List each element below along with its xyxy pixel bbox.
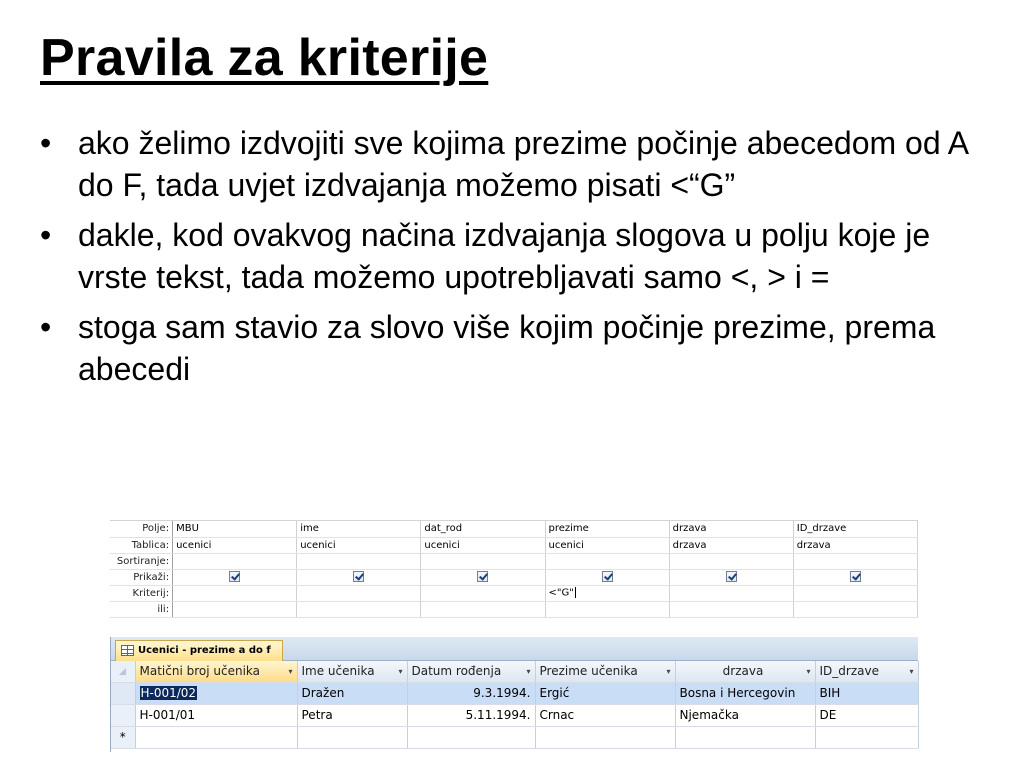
table-row[interactable] [111, 704, 918, 726]
or-cell[interactable] [173, 601, 297, 617]
or-cell[interactable] [421, 601, 545, 617]
column-header[interactable]: Datum rođenja ▾ [407, 661, 535, 682]
row-label-criteria: Kriterij: [110, 585, 173, 601]
table-cell[interactable]: Bosna i Hercegovin [675, 682, 815, 704]
dropdown-arrow-icon[interactable]: ▾ [666, 667, 671, 677]
criteria-row [110, 585, 918, 601]
bullet-text: dakle, kod ovakvog načina izdvajanja slogova u polju koje je vrste tekst, tada možemo upotrebljavati samo <, > i = [78, 217, 931, 295]
row-label-table: Tablica: [110, 537, 173, 553]
column-header[interactable]: Matični broj učenika ▾ [135, 661, 297, 682]
field-row [110, 521, 918, 537]
or-cell[interactable] [297, 601, 421, 617]
or-cell[interactable] [545, 601, 669, 617]
sort-cell[interactable] [297, 553, 421, 569]
bullet-text: stoga sam stavio za slovo više kojim počinje prezime, prema abecedi [78, 309, 936, 387]
table-cell[interactable]: Dražen [297, 682, 407, 704]
query-table-icon [121, 645, 134, 656]
sort-cell[interactable] [173, 553, 297, 569]
sort-row [110, 553, 918, 569]
show-cell [297, 569, 421, 585]
text-caret [575, 587, 576, 598]
new-record-marker: * [111, 726, 135, 748]
dropdown-arrow-icon[interactable]: ▾ [526, 667, 531, 677]
field-cell[interactable]: dat_rod [421, 521, 545, 537]
dropdown-arrow-icon[interactable]: ▾ [909, 667, 914, 677]
table-cell[interactable]: BIH [815, 682, 918, 704]
table-cell[interactable]: drzava [793, 537, 917, 553]
field-cell[interactable]: MBU [173, 521, 297, 537]
table-cell[interactable]: H-001/01 [135, 704, 297, 726]
column-header[interactable]: drzava ▾ [675, 661, 815, 682]
row-label-field: Polje: [110, 521, 173, 537]
criteria-text: <"G" [548, 587, 574, 599]
field-cell[interactable]: ime [297, 521, 421, 537]
new-record-row[interactable] [111, 726, 918, 748]
column-header[interactable]: ID_drzave ▾ [815, 661, 918, 682]
or-cell[interactable] [793, 601, 917, 617]
criteria-cell-prezime[interactable] [545, 585, 669, 601]
field-cell[interactable]: ID_drzave [793, 521, 917, 537]
table-cell[interactable]: ucenici [297, 537, 421, 553]
selected-cell-text: H-001/02 [140, 686, 197, 700]
header-row [111, 661, 918, 682]
dropdown-arrow-icon[interactable]: ▾ [806, 667, 811, 677]
show-checkbox[interactable] [726, 571, 737, 582]
column-header[interactable]: Prezime učenika ▾ [535, 661, 675, 682]
bullet-dot-icon: • [40, 125, 52, 161]
show-cell [545, 569, 669, 585]
show-checkbox[interactable] [229, 571, 240, 582]
sort-cell[interactable] [669, 553, 793, 569]
row-label-sort: Sortiranje: [110, 553, 173, 569]
document-tab-bar [111, 637, 918, 661]
sort-cell[interactable] [545, 553, 669, 569]
show-checkbox[interactable] [477, 571, 488, 582]
bullet-list [40, 122, 1000, 398]
field-cell[interactable]: drzava [669, 521, 793, 537]
criteria-cell[interactable] [173, 585, 297, 601]
field-cell[interactable]: prezime [545, 521, 669, 537]
table-cell[interactable]: ucenici [545, 537, 669, 553]
show-cell [669, 569, 793, 585]
show-row [110, 569, 918, 585]
dropdown-arrow-icon[interactable]: ▾ [398, 667, 403, 677]
table-cell[interactable]: drzava [669, 537, 793, 553]
table-cell[interactable]: Petra [297, 704, 407, 726]
dropdown-arrow-icon[interactable]: ▾ [288, 667, 293, 677]
bullet-item [40, 214, 1000, 298]
or-cell[interactable] [669, 601, 793, 617]
table-cell[interactable]: DE [815, 704, 918, 726]
table-cell[interactable]: Ergić [535, 682, 675, 704]
table-cell[interactable] [135, 682, 297, 704]
table-cell[interactable] [135, 726, 297, 748]
bullet-item [40, 306, 1000, 390]
sort-cell[interactable] [421, 553, 545, 569]
show-cell [793, 569, 917, 585]
show-checkbox[interactable] [353, 571, 364, 582]
table-cell[interactable] [675, 726, 815, 748]
bullet-item [40, 122, 1000, 206]
query-result-datasheet [110, 637, 918, 752]
criteria-cell[interactable] [297, 585, 421, 601]
or-row [110, 601, 918, 617]
row-label-show: Prikaži: [110, 569, 173, 585]
table-cell[interactable]: 9.3.1994. [407, 682, 535, 704]
bullet-text: ako želimo izdvojiti sve kojima prezime počinje abecedom od A do F, tada uvjet izdvajanja možemo pisati <“G” [78, 125, 968, 203]
column-header[interactable]: Ime učenika ▾ [297, 661, 407, 682]
slide-title: Pravila za kriterije [40, 29, 489, 87]
criteria-cell[interactable] [421, 585, 545, 601]
query-design-grid [110, 520, 918, 620]
show-checkbox[interactable] [850, 571, 861, 582]
table-cell[interactable]: ucenici [173, 537, 297, 553]
bullet-dot-icon: • [40, 217, 52, 253]
table-cell[interactable] [407, 726, 535, 748]
document-tab[interactable] [115, 640, 283, 661]
corner-triangle-icon [119, 668, 126, 675]
table-cell[interactable]: 5.11.1994. [407, 704, 535, 726]
table-cell[interactable]: Crnac [535, 704, 675, 726]
record-selector[interactable] [111, 682, 135, 704]
row-label-or: ili: [110, 601, 173, 617]
select-all-corner[interactable] [111, 661, 135, 682]
table-cell[interactable] [815, 726, 918, 748]
document-tab-label: Ucenici - prezime a do f [138, 645, 271, 656]
show-cell [421, 569, 545, 585]
table-row [110, 537, 918, 553]
sort-cell[interactable] [793, 553, 917, 569]
table-cell[interactable] [535, 726, 675, 748]
show-checkbox[interactable] [602, 571, 613, 582]
show-cell [173, 569, 297, 585]
table-cell[interactable]: Njemačka [675, 704, 815, 726]
bullet-dot-icon: • [40, 309, 52, 345]
table-row[interactable] [111, 682, 918, 704]
table-cell[interactable]: ucenici [421, 537, 545, 553]
table-cell[interactable] [297, 726, 407, 748]
criteria-cell[interactable] [669, 585, 793, 601]
criteria-cell[interactable] [793, 585, 917, 601]
record-selector[interactable] [111, 704, 135, 726]
